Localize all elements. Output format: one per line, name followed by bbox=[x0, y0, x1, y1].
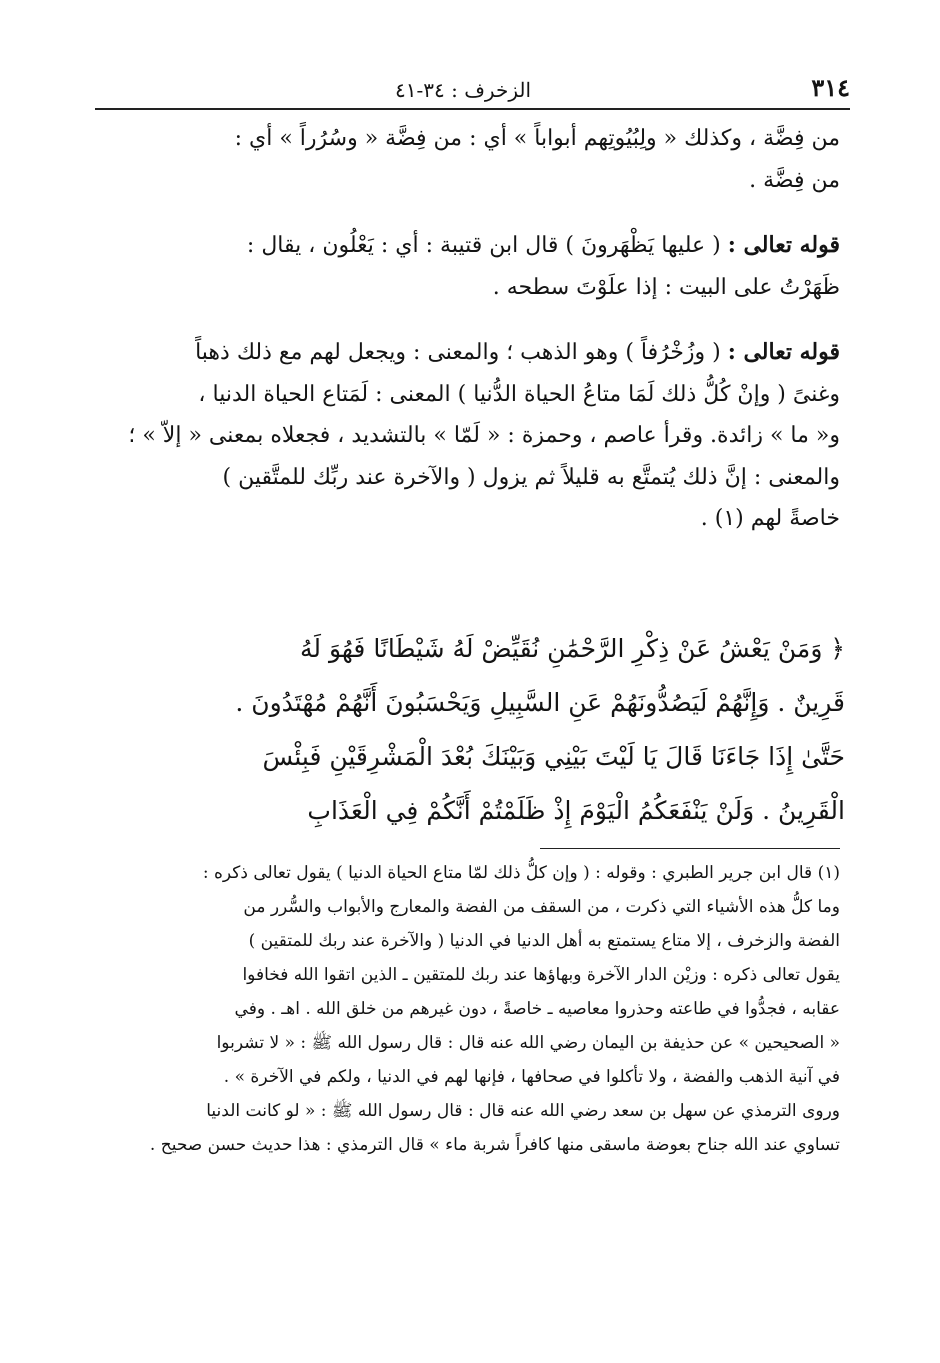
footnote-line: (١) قال ابن جرير الطبري : وقوله : ( وإن كلُّ ذلك لمّا متاع الحياة الدنيا ) يقول تعالى ذكره : bbox=[202, 863, 840, 883]
running-title: الزخرف : ٣٤-٤١ bbox=[395, 78, 532, 102]
body-line: والمعنى : إنَّ ذلك يُتمتَّع به قليلاً ثم يزول ( والآخرة عند ربِّك للمتَّقين ) bbox=[222, 464, 840, 490]
verse-line: قَرِينٌ . وَإِنَّهُمْ لَيَصُدُّونَهُمْ عَنِ السَّبِيلِ وَيَحْسَبُونَ أَنَّهُمْ مُهْتَدُونَ . bbox=[235, 688, 845, 717]
body-line: خاصةً لهم (١) . bbox=[700, 506, 840, 531]
paragraph-lead: قوله تعالى : bbox=[727, 232, 840, 258]
footnote-line: في آنية الذهب والفضة ، ولا تأكلوا في صحافها ، فإنها لهم في الدنيا ، ولكم في الآخرة » . bbox=[223, 1067, 840, 1087]
body-line: ( وزُخْرُفاً ) وهو الذهب ؛ والمعنى : ويجعل لهم مع ذلك ذهباً bbox=[195, 340, 721, 365]
paragraph-lead: قوله تعالى : bbox=[727, 339, 840, 365]
page-header bbox=[95, 52, 850, 102]
verse-line: الْقَرِينُ . وَلَنْ يَنْفَعَكُمُ الْيَوْمَ إِذْ ظَلَمْتُمْ أَنَّكُمْ فِي الْعَذَابِ bbox=[307, 796, 845, 825]
body-line: وغنىً ( وإنْ كُلُّ ذلك لَمَا متاعُ الحياة الدُّنيا ) المعنى : لَمَتاع الحياة الدنيا ، bbox=[198, 381, 840, 407]
header-rule bbox=[95, 108, 850, 110]
body-line: و« ما » زائدة. وقرأ عاصم ، وحمزة : « لَمّا » بالتشديد ، فجعلاه بمعنى « إلاّ » ؛ bbox=[128, 423, 840, 448]
quran-verses bbox=[95, 622, 845, 838]
footnote-line: « الصحيحين » عن حذيفة بن اليمان رضي الله عنه قال : قال رسول الله ﷺ : « لا تشربوا bbox=[216, 1033, 840, 1053]
footnote-line: تساوي عند الله جناح بعوضة ماسقى منها كافراً شربة ماء » قال الترمذي : هذا حديث حسن صحيح . bbox=[149, 1135, 840, 1155]
body-line: ( عليها يَظْهَرونَ ) قال ابن قتيبة : أي : يَعْلُون ، يقال : bbox=[246, 233, 721, 258]
footnote-line: الفضة والزخرف ، إلا متاع يستمتع به أهل الدنيا في الدنيا ( والآخرة عند ربك للمتقين ) bbox=[248, 931, 840, 951]
page-number: ٣١٤ bbox=[811, 73, 850, 102]
footnotes bbox=[100, 856, 840, 1162]
footnote-line: يقول تعالى ذكره : وزيْن الدار الآخرة وبهاؤها عند ربك للمتقين ـ الذين اتقوا الله فخافوا bbox=[242, 965, 840, 985]
verse-line: حَتَّىٰ إِذَا جَاءَنَا قَالَ يَا لَيْتَ بَيْنِي وَبَيْنَكَ بُعْدَ الْمَشْرِقَيْنِ فَبِئْسَ bbox=[262, 742, 845, 771]
footnote-rule bbox=[540, 848, 840, 849]
body-line: ظَهَرْتُ على البيت : إذا علَوْتَ سطحه . bbox=[492, 274, 840, 300]
commentary-body bbox=[95, 118, 840, 540]
footnote-line: وما كلُّ هذه الأشياء التي ذكرت ، من السقف من الفضة والمعارج والأبواب والسُّرر من bbox=[243, 897, 840, 917]
commentary-paragraph bbox=[95, 225, 840, 267]
body-line: من فِضَّة ، وكذلك « ولِبُيُوتِهم أبواباً » أي : من فِضَّة « وسُرُراً » أي : bbox=[234, 126, 840, 151]
commentary-paragraph bbox=[95, 332, 840, 374]
footnote-line: وروى الترمذي عن سهل بن سعد رضي الله عنه قال : قال رسول الله ﷺ : « لو كانت الدنيا bbox=[206, 1101, 840, 1121]
footnote-line: عقابه ، فجدُّوا في طاعته وحذروا معاصيه ـ خاصةً ، دون غيرهم من خلق الله . اهـ . وفي bbox=[234, 999, 840, 1019]
body-line: من فِضَّة . bbox=[749, 167, 840, 193]
verse-line: ﴿ وَمَنْ يَعْشُ عَنْ ذِكْرِ الرَّحْمَٰنِ نُقَيِّضْ لَهُ شَيْطَانًا فَهُوَ لَهُ bbox=[300, 634, 845, 663]
